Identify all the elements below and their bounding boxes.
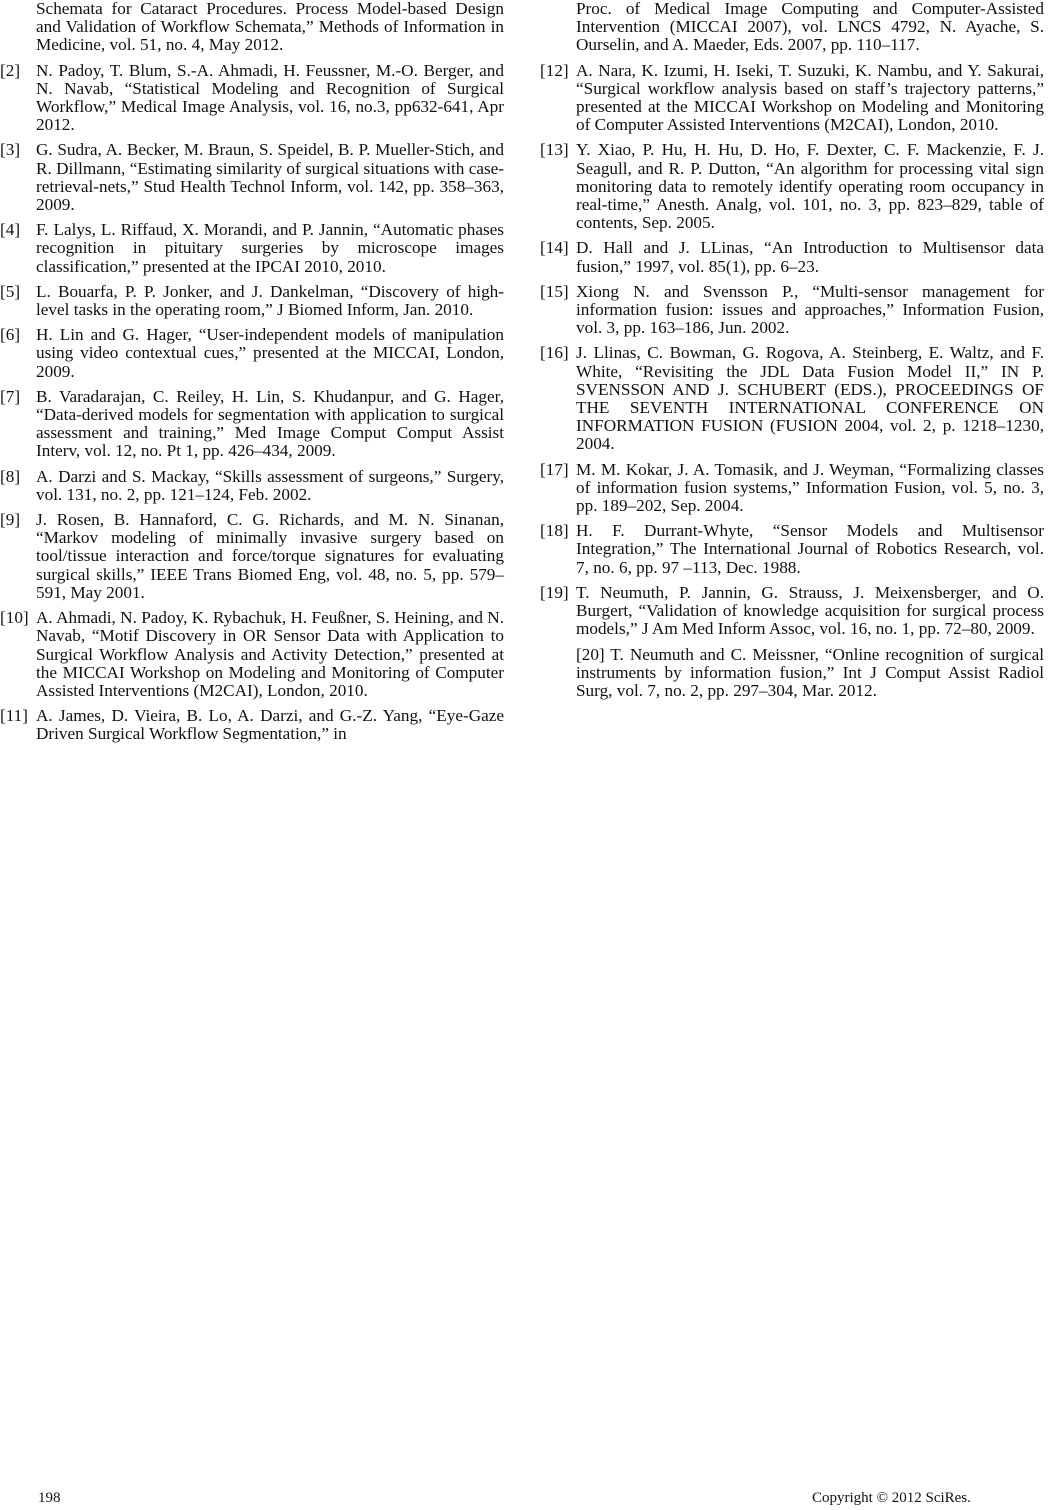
reference-entry [0, 221, 504, 276]
references-right-column [540, 0, 1044, 707]
reference-text: Proc. of Medical Image Computing and Computer-Assisted Intervention (MICCAI 2007), vol. LNCS 4792, N. Ayache, S. Ourselin, and A. Maeder, Eds. 2007, pp. 110–117. [576, 0, 1044, 55]
reference-text: A. Nara, K. Izumi, H. Iseki, T. Suzuki, K. Nambu, and Y. Sakurai, “Surgical workflow analysis based on staff’s trajectory patterns,” presented at the MICCAI Workshop on Modeling and Monitoring of Computer Assisted Interventions (M2CAI), London, 2010. [576, 60, 1044, 135]
reference-text: J. Rosen, B. Hannaford, C. G. Richards, and M. N. Sinanan, “Markov modeling of minimally invasive surgery based on tool/tissue interaction and force/torque signatures for evaluating surgical skills,” IEEE Trans Biomed Eng, vol. 48, no. 5, pp. 579–591, May 2001. [36, 510, 504, 602]
reference-number: [10] [0, 608, 29, 628]
reference-entry [540, 522, 1044, 577]
reference-entry [540, 141, 1044, 232]
reference-number: [7] [0, 386, 21, 406]
reference-text: Y. Xiao, P. Hu, H. Hu, D. Ho, F. Dexter, C. F. Mackenzie, F. J. Seagull, and R. P. Dutton, “An algorithm for processing vital sign monitoring data to remotely identify operating room occupancy in real-time,” Anesth. Analg, vol. 101, no. 3, pp. 823–829, table of contents, Sep. 2005. [576, 140, 1044, 233]
reference-entry [540, 344, 1044, 453]
page-number: 198 [38, 1490, 61, 1506]
reference-text: H. F. Durrant-Whyte, “Sensor Models and Multisensor Integration,” The International Journal of Robotics Research, vol. 7, no. 6, pp. 97 –113, Dec. 1988. [576, 521, 1044, 577]
reference-number: [13] [540, 140, 569, 160]
reference-text: Schemata for Cataract Procedures. Process Model-based Design and Validation of Workflow Schemata,” Methods of Information in Medicine, vol. 51, no. 4, May 2012. [36, 0, 504, 55]
reference-text: H. Lin and G. Hager, “User-independent models of manipulation using video contextual cues,” presented at the MICCAI, London, 2009. [36, 325, 504, 381]
reference-entry [540, 239, 1044, 275]
reference-number: [8] [0, 466, 21, 486]
reference-entry [0, 326, 504, 381]
reference-number: [6] [0, 325, 21, 345]
reference-entry [0, 141, 504, 214]
reference-text: D. Hall and J. LLinas, “An Introduction to Multisensor data fusion,” 1997, vol. 85(1), pp. 6–23. [576, 238, 1044, 276]
references-left-column [0, 0, 504, 751]
reference-entry [0, 388, 504, 461]
reference-text: F. Lalys, L. Riffaud, X. Morandi, and P. Jannin, “Automatic phases recognition in pituitary surgeries by microscope images classification,” presented at the IPCAI 2010, 2010. [36, 220, 504, 276]
reference-entry [540, 584, 1044, 639]
reference-entry [0, 0, 504, 55]
reference-entry [0, 283, 504, 319]
reference-entry [540, 646, 1044, 701]
reference-text: A. James, D. Vieira, B. Lo, A. Darzi, and G.-Z. Yang, “Eye-Gaze Driven Surgical Workflow Segmentation,” in [36, 706, 504, 744]
reference-text: N. Padoy, T. Blum, S.-A. Ahmadi, H. Feussner, M.-O. Berger, and N. Navab, “Statistical Modeling and Recognition of Surgical Workflow,” Medical Image Analysis, vol. 16, no.3, pp632-641, Apr 2012. [36, 60, 504, 135]
reference-entry [540, 461, 1044, 516]
reference-number: [4] [0, 220, 21, 240]
reference-text: A. Ahmadi, N. Padoy, K. Rybachuk, H. Feußner, S. Heining, and N. Navab, “Motif Discovery in OR Sensor Data with Application to Surgical Workflow Analysis and Activity Detection,” presented at the MICCAI Workshop on Modeling and Monitoring of Computer Assisted Interventions (M2CAI), London, 2010. [36, 608, 504, 700]
reference-entry [0, 511, 504, 602]
reference-number: [19] [540, 582, 569, 602]
reference-number: [18] [540, 521, 569, 541]
reference-entry [0, 468, 504, 504]
reference-number: [12] [540, 60, 569, 80]
reference-number: [11] [0, 706, 28, 726]
reference-text: T. Neumuth, P. Jannin, G. Strauss, J. Meixensberger, and O. Burgert, “Validation of knowledge acquisition for surgical process models,” J Am Med Inform Assoc, vol. 16, no. 1, pp. 72–80, 2009. [576, 582, 1044, 639]
reference-number: [15] [540, 281, 569, 301]
reference-entry [540, 0, 1044, 55]
reference-text: [20] T. Neumuth and C. Meissner, “Online recognition of surgical instruments by information fusion,” Int J Comput Assist Radiol Surg, vol. 7, no. 2, pp. 297–304, Mar. 2012. [576, 644, 1044, 700]
reference-text: M. M. Kokar, J. A. Tomasik, and J. Weyman, “Formalizing classes of information fusion systems,” Information Fusion, vol. 5, no. 3, pp. 189–202, Sep. 2004. [576, 459, 1044, 516]
reference-text: L. Bouarfa, P. P. Jonker, and J. Dankelman, “Discovery of high-level tasks in the operating room,” J Biomed Inform, Jan. 2010. [36, 281, 504, 320]
reference-text: Xiong N. and Svensson P., “Multi-sensor management for information fusion: issues and approaches,” Information Fusion, vol. 3, pp. 163–186, Jun. 2002. [576, 281, 1044, 338]
reference-entry [0, 62, 504, 135]
reference-number: [9] [0, 510, 21, 530]
reference-number: [14] [540, 238, 569, 258]
reference-text: J. Llinas, C. Bowman, G. Rogova, A. Steinberg, E. Waltz, and F. White, “Revisiting the JDL Data Fusion Model II,” IN P. SVENSSON AND J. SCHUBERT (EDS.), PROCEEDINGS OF THE SEVENTH INTERNATIONAL CONFERENCE ON INFORMATION FUSION (FUSION 2004, vol. 2, p. 1218–1230, 2004. [576, 343, 1044, 454]
reference-number: [3] [0, 140, 21, 160]
reference-number: [2] [0, 60, 21, 80]
reference-entry [540, 62, 1044, 135]
reference-entry [0, 707, 504, 743]
reference-entry [540, 283, 1044, 338]
reference-entry [0, 609, 504, 700]
reference-text: G. Sudra, A. Becker, M. Braun, S. Speidel, B. P. Mueller-Stich, and R. Dillmann, “Estimating similarity of surgical situations with case-retrieval-nets,” Stud Health Technol Inform, vol. 142, pp. 358–363, 2009. [36, 140, 504, 215]
reference-number: [16] [540, 343, 569, 363]
reference-number: [17] [540, 459, 569, 479]
reference-text: B. Varadarajan, C. Reiley, H. Lin, S. Khudanpur, and G. Hager, “Data-derived models for segmentation with application to surgical assessment and training,” Med Image Comput Comput Assist Interv, vol. 12, no. Pt 1, pp. 426–434, 2009. [36, 386, 504, 461]
copyright-notice: Copyright © 2012 SciRes. [812, 1490, 971, 1506]
reference-text: A. Darzi and S. Mackay, “Skills assessment of surgeons,” Surgery, vol. 131, no. 2, pp. 121–124, Feb. 2002. [36, 466, 504, 504]
reference-number: [5] [0, 281, 21, 301]
